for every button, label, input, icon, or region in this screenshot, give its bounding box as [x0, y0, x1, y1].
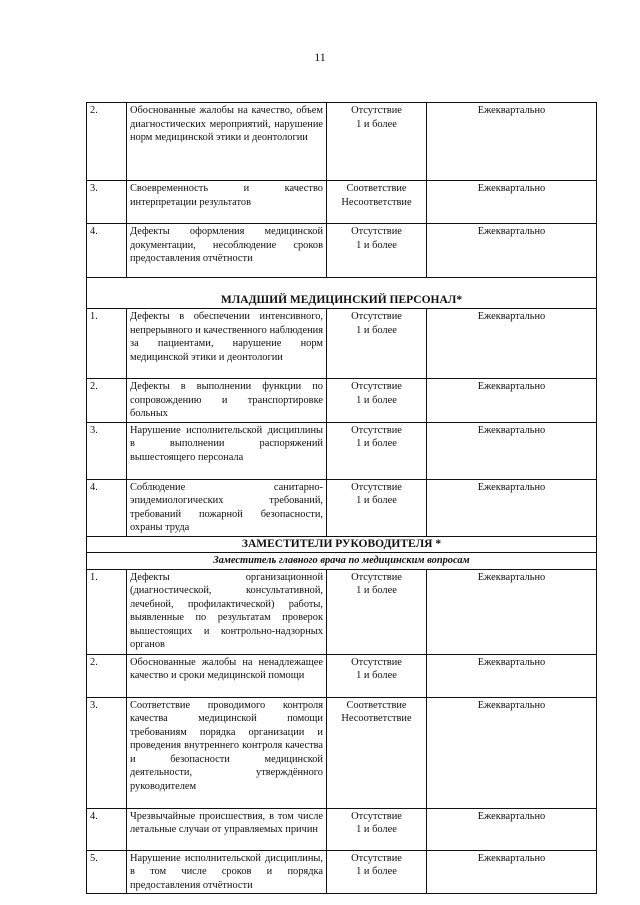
evaluation-criteria: [327, 309, 427, 379]
criterion-negative: Несоответствие: [341, 713, 412, 724]
subsection-row: [87, 553, 597, 570]
indicator-description: Соблюдение санитарно-эпидемиологических требований, требований пожарной безопасности, охраны труда: [127, 479, 327, 536]
evaluation-criteria: [327, 422, 427, 479]
criterion-positive: Отсутствие: [351, 571, 402, 583]
criterion-negative: 1 и более: [356, 866, 397, 877]
row-number: 5.: [87, 850, 127, 894]
criterion-negative: 1 и более: [356, 438, 397, 449]
evaluation-criteria: [327, 850, 427, 894]
section-row: [87, 278, 597, 309]
indicator-description: Соответствие проводимого контроля качества медицинской помощи требованиям порядка организации и проведения внутреннего контроля качества и безопасности медицинской деятельности, утверждённого руководителем: [127, 697, 327, 808]
criterion-negative: 1 и более: [356, 824, 397, 835]
criterion-positive: Отсутствие: [351, 226, 402, 237]
criterion-positive: Отсутствие: [351, 852, 402, 864]
evaluation-frequency: Ежеквартально: [427, 808, 597, 850]
criterion-negative: Несоответствие: [341, 196, 412, 208]
table-body: [87, 103, 597, 894]
indicator-description: Дефекты оформления медицинской документации, несоблюдение сроков предоставления отчётности: [127, 224, 327, 278]
criterion-negative: 1 и более: [356, 585, 397, 596]
criterion-positive: Отсутствие: [351, 481, 402, 493]
evaluation-frequency: Ежеквартально: [427, 850, 597, 894]
section-heading: ЗАМЕСТИТЕЛИ РУКОВОДИТЕЛЯ *: [87, 536, 597, 553]
evaluation-frequency: Ежеквартально: [427, 103, 597, 181]
evaluation-frequency: Ежеквартально: [427, 379, 597, 423]
table-row: [87, 654, 597, 697]
table-row: [87, 103, 597, 181]
row-number: 4.: [87, 479, 127, 536]
evaluation-frequency: Ежеквартально: [427, 479, 597, 536]
row-number: 2.: [87, 103, 127, 181]
indicator-description: Дефекты в обеспечении интенсивного, непрерывного и качественного наблюдения за пациентами, нарушение норм медицинской этики и деонтологии: [127, 309, 327, 379]
evaluation-criteria: [327, 697, 427, 808]
row-number: 1.: [87, 309, 127, 379]
evaluation-frequency: Ежеквартально: [427, 697, 597, 808]
evaluation-frequency: Ежеквартально: [427, 181, 597, 224]
evaluation-frequency: Ежеквартально: [427, 309, 597, 379]
table-row: [87, 479, 597, 536]
row-number: 2.: [87, 654, 127, 697]
table-row: [87, 569, 597, 654]
page-number: 11: [314, 50, 326, 64]
subsection-heading: Заместитель главного врача по медицинским вопросам: [87, 553, 597, 570]
evaluation-criteria: [327, 808, 427, 850]
evaluation-criteria: [327, 654, 427, 697]
section-row: [87, 536, 597, 553]
evaluation-frequency: Ежеквартально: [427, 569, 597, 654]
evaluation-frequency: Ежеквартально: [427, 224, 597, 278]
evaluation-criteria: [327, 569, 427, 654]
criterion-positive: Отсутствие: [351, 311, 402, 322]
table-row: [87, 181, 597, 224]
indicator-description: Чрезвычайные происшествия, в том числе летальные случаи от управляемых причин: [127, 808, 327, 850]
criterion-positive: Отсутствие: [351, 381, 402, 392]
indicator-description: Дефекты в выполнении функции по сопровождению и транспортировке больных: [127, 379, 327, 423]
criterion-positive: Отсутствие: [351, 105, 402, 116]
table-row: [87, 850, 597, 894]
criterion-negative: 1 и более: [356, 118, 397, 130]
evaluation-frequency: Ежеквартально: [427, 422, 597, 479]
criterion-positive: Отсутствие: [351, 656, 402, 668]
criterion-negative: 1 и более: [356, 495, 397, 506]
row-number: 3.: [87, 697, 127, 808]
table-row: [87, 224, 597, 278]
evaluation-criteria: [327, 224, 427, 278]
indicator-description: Дефекты организационной (диагностической, консультативной, лечебной, профилактической) работы, выявленные по результатам проверок вышестоящих и контрольно-надзорных органов: [127, 569, 327, 654]
indicator-description: Нарушение исполнительской дисциплины в выполнении распоряжений вышестоящего персонала: [127, 422, 327, 479]
criterion-positive: Соответствие: [346, 699, 407, 711]
table-row: [87, 808, 597, 850]
evaluation-criteria: [327, 379, 427, 423]
row-number: 4.: [87, 808, 127, 850]
evaluation-criteria: [327, 479, 427, 536]
criterion-negative: 1 и более: [356, 670, 397, 681]
evaluation-frequency: Ежеквартально: [427, 654, 597, 697]
indicator-description: Своевременность и качество интерпретации результатов: [127, 181, 327, 224]
criterion-positive: Соответствие: [346, 183, 407, 194]
table-row: [87, 422, 597, 479]
row-number: 2.: [87, 379, 127, 423]
row-number: 3.: [87, 181, 127, 224]
criterion-positive: Отсутствие: [351, 424, 402, 436]
indicator-description: Нарушение исполнительской дисциплины, в том числе сроков и порядка предоставления отчётности: [127, 850, 327, 894]
criterion-negative: 1 и более: [356, 394, 397, 406]
table-row: [87, 309, 597, 379]
indicator-description: Обоснованные жалобы на качество, объем диагностических мероприятий, нарушение норм медицинской этики и деонтологии: [127, 103, 327, 181]
table-row: [87, 379, 597, 423]
table-row: [87, 697, 597, 808]
row-number: 1.: [87, 569, 127, 654]
criteria-table: [86, 102, 597, 894]
row-number: 4.: [87, 224, 127, 278]
row-number: 3.: [87, 422, 127, 479]
section-heading: МЛАДШИЙ МЕДИЦИНСКИЙ ПЕРСОНАЛ*: [87, 278, 597, 309]
criterion-negative: 1 и более: [356, 239, 397, 251]
evaluation-criteria: [327, 103, 427, 181]
indicator-description: Обоснованные жалобы на ненадлежащее качество и сроки медицинской помощи: [127, 654, 327, 697]
evaluation-criteria: [327, 181, 427, 224]
criterion-negative: 1 и более: [356, 324, 397, 336]
criterion-positive: Отсутствие: [351, 810, 402, 822]
